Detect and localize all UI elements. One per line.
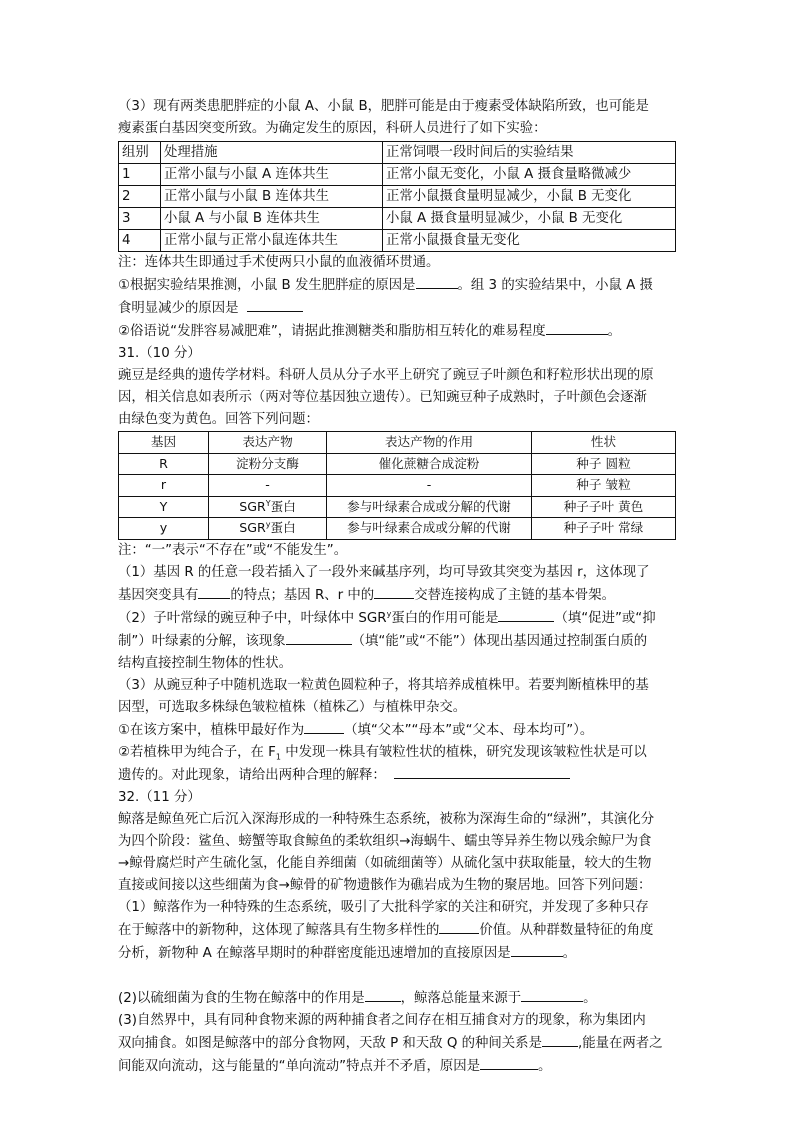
table-cell: - <box>327 475 532 497</box>
subscript: 1 <box>275 752 281 762</box>
text: ①根据实验结果推测，小鼠 B 发生肥胖症的原因是 <box>118 278 416 293</box>
text: 。 <box>562 945 576 961</box>
text: 制”）叶绿素的分解，该现象 <box>118 633 286 649</box>
protein-suffix: 蛋白 <box>270 520 296 535</box>
table-cell: 正常小鼠无变化，小鼠 A 摄食量略微减少 <box>383 164 676 186</box>
q31-gene-table <box>118 431 676 540</box>
text: 在于鲸落中的新物种，这体现了鲸落具有生物多样性的 <box>118 922 440 938</box>
q32-intro-line1: 鲸落是鲸鱼死亡后沉入深海形成的一种特殊生态系统，被称为深海生命的“绿洲”，其演化分 <box>118 811 655 827</box>
q32-title: 32.（11 分） <box>118 789 201 805</box>
text: ②俗语说“发胖容易减肥难”，请据此推测糖类和脂肪相互转化的难易程度 <box>118 324 546 339</box>
text: ,能量在两者之 <box>577 1035 663 1051</box>
text: 蛋白的作用可能是 <box>391 610 499 626</box>
answer-blank[interactable] <box>511 942 563 957</box>
table-row <box>119 230 676 252</box>
text: 的特点；基因 R、r 中的 <box>230 587 375 603</box>
q31-part3-item2-cont <box>118 764 676 787</box>
text: 价值。从种群数量特征的角度 <box>479 922 654 938</box>
header-cell: 表达产物 <box>209 432 327 454</box>
protein-name: SGR <box>239 498 266 514</box>
table-cell: r <box>119 475 209 497</box>
q32-part2 <box>118 987 676 1010</box>
text: ②若植株甲为纯合子，在 F <box>118 744 276 760</box>
text: 双向捕食。如图是鲸落中的部分食物网，天敌 P 和天敌 Q 的种间关系是 <box>118 1035 542 1051</box>
answer-blank[interactable] <box>304 719 344 734</box>
text: 交替连接构成了主链的基本骨架。 <box>414 587 616 603</box>
q31-title: 31.（10 分） <box>118 346 201 361</box>
table-cell: 2 <box>119 186 161 208</box>
q31-part3-item2 <box>118 742 676 764</box>
q32-part1-line3 <box>118 942 676 965</box>
text: ①在该方案中，植株甲最好作为 <box>118 722 305 738</box>
q31-part2-line3: 结构直接控制生物体的性状。 <box>118 655 293 671</box>
text: （2）子叶常绿的豌豆种子中，叶绿体中 SGR <box>118 610 387 626</box>
q32-part1-line2 <box>118 919 676 942</box>
text: ，鲸落总能量来源于 <box>400 990 522 1006</box>
q3-note: 注：连体共生即通过手术使两只小鼠的血液循环贯通。 <box>118 255 440 270</box>
table-cell: Y <box>119 496 209 518</box>
text: （填“能”或“不能”）体现出基因通过控制蛋白质的 <box>351 633 648 649</box>
table-cell: 种子 皱粒 <box>532 475 676 497</box>
q31-part3-line2: 因型，可选取多株绿色皱粒植株（植株乙）与植株甲杂交。 <box>118 699 467 715</box>
text: 遗传的。对此现象，请给出两种合理的解释： <box>118 767 386 783</box>
table-row <box>119 208 676 230</box>
q31-part2-line1 <box>118 607 676 630</box>
table-header-row <box>119 432 676 454</box>
q31-note: 注：“一”表示“不存在”或“不能发生”。 <box>118 542 348 558</box>
answer-blank[interactable] <box>439 919 479 934</box>
text: 。 <box>607 324 621 339</box>
q32-intro-line4: 直接或间接以这些细菌为食→鲸骨的矿物遗骸作为礁岩成为生物的聚居地。回答下列问题： <box>118 877 652 893</box>
q31-part1-line2 <box>118 584 676 607</box>
table-cell: 正常小鼠摄食量明显减少，小鼠 B 无变化 <box>383 186 676 208</box>
text: 。组 3 的实验结果中，小鼠 A 摄 <box>457 278 653 293</box>
answer-blank[interactable] <box>247 297 303 312</box>
header-cell: 正常饲喂一段时间后的实验结果 <box>383 142 676 164</box>
text: (2)以硫细菌为食的生物在鲸落中的作用是 <box>118 990 365 1006</box>
q3-item2 <box>118 320 676 343</box>
table-cell: 4 <box>119 230 161 252</box>
table-cell: 种子 圆粒 <box>532 453 676 475</box>
table-cell <box>209 496 327 518</box>
table-row <box>119 164 676 186</box>
table-row <box>119 475 676 497</box>
q32-part1-line1: （1）鲸落作为一种特殊的生态系统，吸引了大批科学家的关注和研究，并发现了多种只存 <box>118 899 649 915</box>
q31-part2-line2 <box>118 630 676 653</box>
spacer <box>118 965 676 987</box>
q3-intro-line2: 瘦素蛋白基因突变所致。为确定发生的原因，科研人员进行了如下实验： <box>118 121 547 136</box>
answer-blank[interactable] <box>365 987 401 1002</box>
table-cell: y <box>119 518 209 540</box>
table-cell: 正常小鼠摄食量无变化 <box>383 230 676 252</box>
text: 食明显减少的原因是 <box>118 301 239 316</box>
text: （填“促进”或“抑 <box>554 610 656 626</box>
q3-item1 <box>118 274 676 297</box>
table-row <box>119 186 676 208</box>
superscript: Y <box>265 498 271 508</box>
q3-experiment-table <box>118 141 676 252</box>
header-cell: 表达产物的作用 <box>327 432 532 454</box>
q31-part1-line1: （1）基因 R 的任意一段若插入了一段外来碱基序列，均可导致其突变为基因 r，这体现了 <box>118 564 650 580</box>
q31-part3-item1 <box>118 719 676 742</box>
q32-intro-line2: 为四个阶段：鲨鱼、螃蟹等取食鲸鱼的柔软组织→海蜗牛、蠕虫等异养生物以残余鲸尸为食 <box>118 833 652 849</box>
table-cell: 小鼠 A 摄食量明显减少，小鼠 B 无变化 <box>383 208 676 230</box>
q31-intro-line2: 因，相关信息如表所示（两对等位基因独立遗传）。已知豌豆种子成熟时，子叶颜色会逐渐 <box>118 390 647 405</box>
table-cell <box>209 518 327 540</box>
answer-blank[interactable] <box>286 630 352 645</box>
q3-item1-cont <box>118 297 676 320</box>
header-cell: 性状 <box>532 432 676 454</box>
text: 间能双向流动，这与能量的“单向流动”特点并不矛盾，原因是 <box>118 1058 481 1074</box>
protein-suffix: 蛋白 <box>270 498 296 514</box>
answer-blank[interactable] <box>546 320 608 335</box>
table-cell: 小鼠 A 与小鼠 B 连体共生 <box>161 208 383 230</box>
table-cell: 种子子叶 黄色 <box>532 496 676 518</box>
table-cell: 3 <box>119 208 161 230</box>
answer-blank[interactable] <box>498 607 554 622</box>
table-cell: 正常小鼠与正常小鼠连体共生 <box>161 230 383 252</box>
answer-blank[interactable] <box>480 1055 538 1070</box>
q32-intro-line3: →鲸骨腐烂时产生硫化氢，化能自养细菌（如硫细菌等）从硫化氢中获取能量，较大的生物 <box>118 855 652 871</box>
table-cell: 参与叶绿素合成或分解的代谢 <box>327 518 532 540</box>
table-cell: - <box>209 475 327 497</box>
answer-blank[interactable] <box>416 274 458 289</box>
text: 。 <box>538 1058 552 1074</box>
answer-blank[interactable] <box>542 1032 578 1047</box>
superscript: y <box>386 609 392 619</box>
superscript: y <box>265 519 271 529</box>
q3-intro-line1: （3）现有两类患肥胖症的小鼠 A、小鼠 B，肥胖可能是由于瘦素受体缺陷所致，也可能是 <box>118 99 649 114</box>
text: 中发现一株具有皱粒性状的植株，研究发现该皱粒性状是可以 <box>280 744 647 760</box>
answer-blank[interactable] <box>394 764 570 779</box>
answer-blank[interactable] <box>374 584 414 599</box>
q32-part3-line2 <box>118 1032 676 1055</box>
q31-intro-line1: 豌豆是经典的遗传学材料。科研人员从分子水平上研究了豌豆子叶颜色和籽粒形状出现的原 <box>118 368 654 383</box>
q32-part3-line3 <box>118 1055 676 1078</box>
table-cell: 正常小鼠与小鼠 B 连体共生 <box>161 186 383 208</box>
table-row <box>119 496 676 518</box>
text: 基因突变具有 <box>118 587 199 603</box>
table-cell: 催化蔗糖合成淀粉 <box>327 453 532 475</box>
protein-name: SGR <box>239 520 266 535</box>
table-cell: 参与叶绿素合成或分解的代谢 <box>327 496 532 518</box>
answer-blank[interactable] <box>198 584 230 599</box>
table-cell: 1 <box>119 164 161 186</box>
table-cell: 淀粉分支酶 <box>209 453 327 475</box>
header-cell: 组别 <box>119 142 161 164</box>
q31-part3-line1: （3）从豌豆种子中随机选取一粒黄色圆粒种子，将其培养成植株甲。若要判断植株甲的基 <box>118 677 649 693</box>
header-cell: 处理措施 <box>161 142 383 164</box>
table-row <box>119 518 676 540</box>
q31-intro-line3: 由绿色变为黄色。回答下列问题： <box>118 412 319 427</box>
text: 。 <box>583 990 597 1006</box>
answer-blank[interactable] <box>521 987 583 1002</box>
table-row <box>119 453 676 475</box>
text: （填“父本”“母本”或“父本、母本均可”）。 <box>344 722 594 738</box>
table-cell: 正常小鼠与小鼠 A 连体共生 <box>161 164 383 186</box>
q32-part3-line1: (3)自然界中，具有同种食物来源的两种捕食者之间存在相互捕食对方的现象，称为集团内 <box>118 1012 646 1028</box>
header-cell: 基因 <box>119 432 209 454</box>
table-header-row <box>119 142 676 164</box>
text: 分析，新物种 A 在鲸落早期时的种群密度能迅速增加的直接原因是 <box>118 945 511 961</box>
exam-page <box>118 96 676 1078</box>
table-cell: R <box>119 453 209 475</box>
table-cell: 种子子叶 常绿 <box>532 518 676 540</box>
